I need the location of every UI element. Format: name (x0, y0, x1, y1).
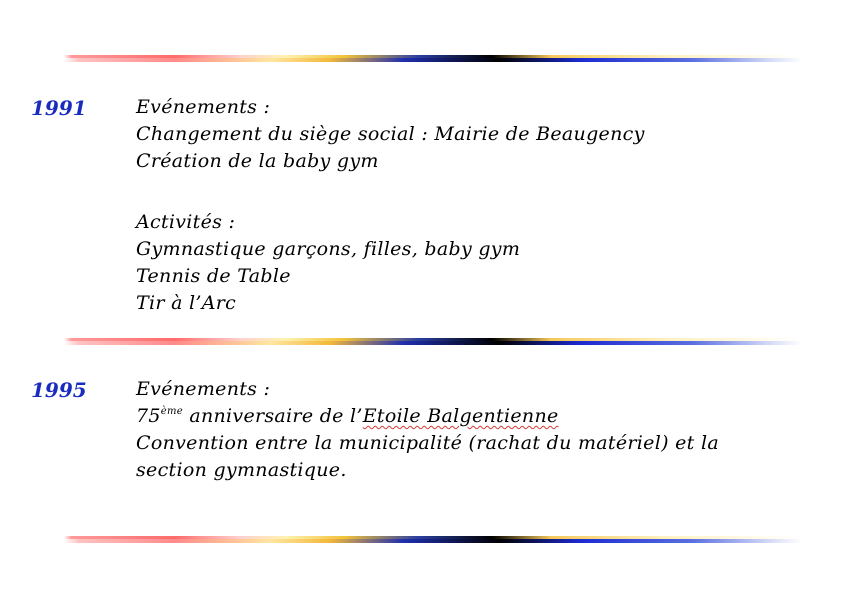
activity-line: Gymnastique garçons, filles, baby gym (136, 238, 521, 260)
event-line: Changement du siège social : Mairie de Beaugency (136, 123, 645, 145)
year-1995: 1995 (31, 378, 87, 402)
club-name: Etoile Balgentienne (362, 405, 559, 427)
year-1991: 1991 (31, 96, 87, 120)
ordinal-suffix: ème (160, 406, 183, 417)
event-line: Création de la baby gym (136, 150, 379, 172)
anniversary-line (136, 403, 719, 430)
events-1995 (136, 376, 719, 484)
events-heading: Evénements : (136, 378, 271, 400)
activity-line: Tir à l’Arc (136, 292, 237, 314)
event-line: Convention entre la municipalité (rachat du matériel) et la (136, 432, 719, 454)
activities-heading: Activités : (136, 211, 236, 233)
anniversary-number: 75 (136, 405, 161, 427)
activities-1991 (136, 209, 520, 317)
divider-middle (64, 338, 802, 345)
divider-top (64, 55, 802, 62)
events-heading: Evénements : (136, 96, 271, 118)
divider-bottom (64, 536, 802, 543)
activity-line: Tennis de Table (136, 265, 291, 287)
event-line: section gymnastique. (136, 459, 347, 481)
anniversary-text: anniversaire de l’ (183, 405, 363, 427)
events-1991 (136, 94, 645, 175)
